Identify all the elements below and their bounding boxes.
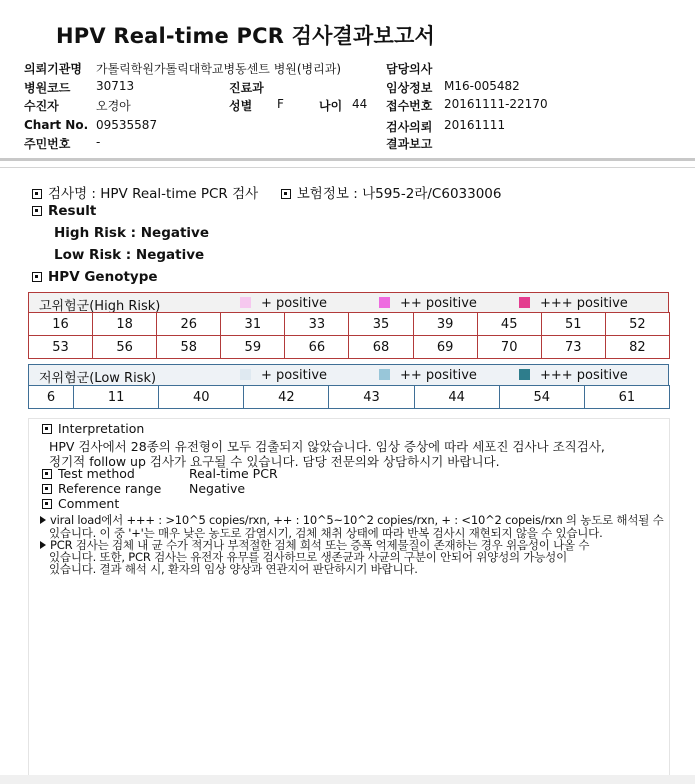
legend-swatch-icon xyxy=(519,369,530,380)
triangle-bullet-icon xyxy=(40,541,46,549)
genotype-cell: 82 xyxy=(605,336,669,359)
genotype-cell: 33 xyxy=(285,313,349,336)
square-bullet-icon xyxy=(42,424,52,434)
legend-text: + positive xyxy=(261,368,328,383)
legend-swatch-icon xyxy=(240,369,251,380)
genotype-cell: 26 xyxy=(157,313,221,336)
genotype-cell: 58 xyxy=(157,336,221,359)
legend-swatch-icon xyxy=(379,369,390,380)
exam-name-label: 검사명 : xyxy=(48,186,96,202)
genotype-cell: 70 xyxy=(477,336,541,359)
age-label: 나이 xyxy=(319,99,343,113)
genotype-cell: 66 xyxy=(285,336,349,359)
genotype-cell: 39 xyxy=(413,313,477,336)
result-heading xyxy=(32,203,96,219)
hospital-code-value: 30713 xyxy=(96,79,135,93)
legend-text: ++ positive xyxy=(400,368,477,383)
patient-name-label: 수진자 xyxy=(24,99,59,113)
legend-item xyxy=(519,296,628,311)
patient-name-value: 오경아 xyxy=(96,99,131,113)
genotype-row xyxy=(29,313,670,336)
sex-label: 성별 xyxy=(229,99,253,113)
page-bottom-band xyxy=(0,775,695,784)
resident-no-label: 주민번호 xyxy=(24,137,71,151)
institution-value: 가톨릭학원가톨릭대학교병동센트 병원(병리과) xyxy=(96,62,342,76)
legend-item xyxy=(240,368,327,383)
clinical-info-value: M16-005482 xyxy=(444,79,520,93)
low-risk-genotype-table xyxy=(28,385,670,409)
low-risk-header xyxy=(28,364,669,386)
legend-text: +++ positive xyxy=(540,368,628,383)
genotype-cell: 69 xyxy=(413,336,477,359)
legend-swatch-icon xyxy=(379,297,390,308)
comment-2-line-2: 있습니다. 또한, PCR 검사는 유전자 유무를 검사하므로 생존균과 사균의 구분이 안되어 위양성의 가능성이 xyxy=(49,550,567,564)
reference-range-value: Negative xyxy=(189,481,246,496)
exam-name-value: HPV Real-time PCR 검사 xyxy=(100,186,259,202)
triangle-bullet-icon xyxy=(40,516,46,524)
exam-line xyxy=(32,182,502,202)
legend-swatch-icon xyxy=(519,297,530,308)
square-bullet-icon xyxy=(32,272,42,282)
genotype-cell: 42 xyxy=(244,386,329,409)
test-method-row xyxy=(42,466,135,481)
genotype-cell: 59 xyxy=(221,336,285,359)
request-date-label: 검사의뢰 xyxy=(386,120,433,134)
reference-range-row xyxy=(42,481,161,496)
genotype-cell: 43 xyxy=(329,386,414,409)
genotype-cell: 6 xyxy=(29,386,74,409)
genotype-row xyxy=(29,336,670,359)
comment-heading xyxy=(42,496,119,511)
high-risk-genotype-table xyxy=(28,312,670,359)
resident-no-value: - xyxy=(96,135,101,149)
legend-text: + positive xyxy=(261,296,328,311)
genotype-cell: 68 xyxy=(349,336,413,359)
legend-item xyxy=(379,368,477,383)
genotype-cell: 52 xyxy=(605,313,669,336)
chart-no-value: 09535587 xyxy=(96,118,158,132)
high-risk-value: Negative xyxy=(140,225,210,241)
clinical-info-label: 임상정보 xyxy=(386,81,433,95)
genotype-cell: 53 xyxy=(29,336,93,359)
department-label: 진료과 xyxy=(229,81,264,95)
genotype-cell: 61 xyxy=(584,386,669,409)
age-value: 44 xyxy=(352,97,368,111)
genotype-cell: 44 xyxy=(414,386,499,409)
legend-swatch-icon xyxy=(240,297,251,308)
report-label: 결과보고 xyxy=(386,137,433,151)
genotype-heading-text: HPV Genotype xyxy=(48,269,158,285)
interpretation-line-2: 정기적 follow up 검사가 요구될 수 있습니다. 담당 전문의와 상담하시기 바랍니다. xyxy=(49,454,500,469)
legend-item xyxy=(240,296,327,311)
doctor-label: 담당의사 xyxy=(386,62,433,76)
square-bullet-icon xyxy=(32,189,42,199)
receipt-no-label: 접수번호 xyxy=(386,99,433,113)
genotype-cell: 11 xyxy=(74,386,159,409)
test-method-label: Test method xyxy=(58,466,135,481)
insurance-value: 나595-2라/C6033006 xyxy=(362,186,502,202)
institution-label: 의뢰기관명 xyxy=(24,62,82,76)
square-bullet-icon xyxy=(42,499,52,509)
legend-text: +++ positive xyxy=(540,296,628,311)
genotype-cell: 18 xyxy=(93,313,157,336)
interpretation-heading xyxy=(42,421,144,436)
comment-2-line-3: 있습니다. 결과 해석 시, 환자의 임상 양상과 연관지어 판단하시기 바랍니다. xyxy=(49,562,418,576)
genotype-row xyxy=(29,386,670,409)
genotype-cell: 56 xyxy=(93,336,157,359)
insurance-label: 보험정보 : xyxy=(296,186,358,202)
low-risk-label: Low Risk : xyxy=(54,247,132,263)
comment-1-line-2: 있습니다. 이 중 '+'는 매우 낮은 농도로 감염시기, 검체 채취 상태에 따라 반복 검사시 재현되지 않을 수 있습니다. xyxy=(49,526,603,540)
interpretation-line-1: HPV 검사에서 28종의 유전형이 모두 검출되지 않았습니다. 임상 증상에 따라 세포진 검사나 조직검사, xyxy=(49,439,605,454)
genotype-heading xyxy=(32,269,158,285)
low-risk-value: Negative xyxy=(135,247,205,263)
square-bullet-icon xyxy=(42,484,52,494)
square-bullet-icon xyxy=(42,469,52,479)
low-risk-group-label: 저위험군(Low Risk) xyxy=(39,371,157,386)
genotype-cell: 16 xyxy=(29,313,93,336)
genotype-cell: 35 xyxy=(349,313,413,336)
genotype-cell: 54 xyxy=(499,386,584,409)
header-divider-thin xyxy=(0,167,695,168)
high-risk-header xyxy=(28,292,669,313)
legend-item xyxy=(519,368,628,383)
legend-item xyxy=(379,296,477,311)
square-bullet-icon xyxy=(281,189,291,199)
genotype-cell: 31 xyxy=(221,313,285,336)
genotype-cell: 73 xyxy=(541,336,605,359)
receipt-no-value: 20161111-22170 xyxy=(444,97,548,111)
comment-1-line-1: viral load에서 +++ : >10^5 copies/rxn, ++ : 10^5~10^2 copies/rxn, + : <10^2 copeis/rxn 의 농도로 해석될 수 xyxy=(50,513,664,527)
legend-text: ++ positive xyxy=(400,296,477,311)
low-risk-result xyxy=(54,247,204,263)
high-risk-group-label: 고위험군(High Risk) xyxy=(39,299,161,314)
chart-no-label: Chart No. xyxy=(24,118,89,132)
genotype-cell: 51 xyxy=(541,313,605,336)
comment-2-line-1: PCR 검사는 검체 내 균 수가 적거나 부적절한 검체 희석 또는 증폭 억제물질이 존재하는 경우 위음성이 나올 수 xyxy=(50,538,590,552)
comment-heading-text: Comment xyxy=(58,496,120,511)
sex-value: F xyxy=(277,97,284,111)
report-title: HPV Real-time PCR 검사결과보고서 xyxy=(56,24,435,48)
interpretation-heading-text: Interpretation xyxy=(58,421,145,436)
test-method-value: Real-time PCR xyxy=(189,466,278,481)
hospital-code-label: 병원코드 xyxy=(24,81,71,95)
reference-range-label: Reference range xyxy=(58,481,162,496)
genotype-cell: 45 xyxy=(477,313,541,336)
square-bullet-icon xyxy=(32,206,42,216)
request-date-value: 20161111 xyxy=(444,118,506,132)
high-risk-label: High Risk : xyxy=(54,225,137,241)
result-heading-text: Result xyxy=(48,203,97,219)
genotype-cell: 40 xyxy=(159,386,244,409)
header-divider xyxy=(0,158,695,161)
high-risk-result xyxy=(54,225,209,241)
